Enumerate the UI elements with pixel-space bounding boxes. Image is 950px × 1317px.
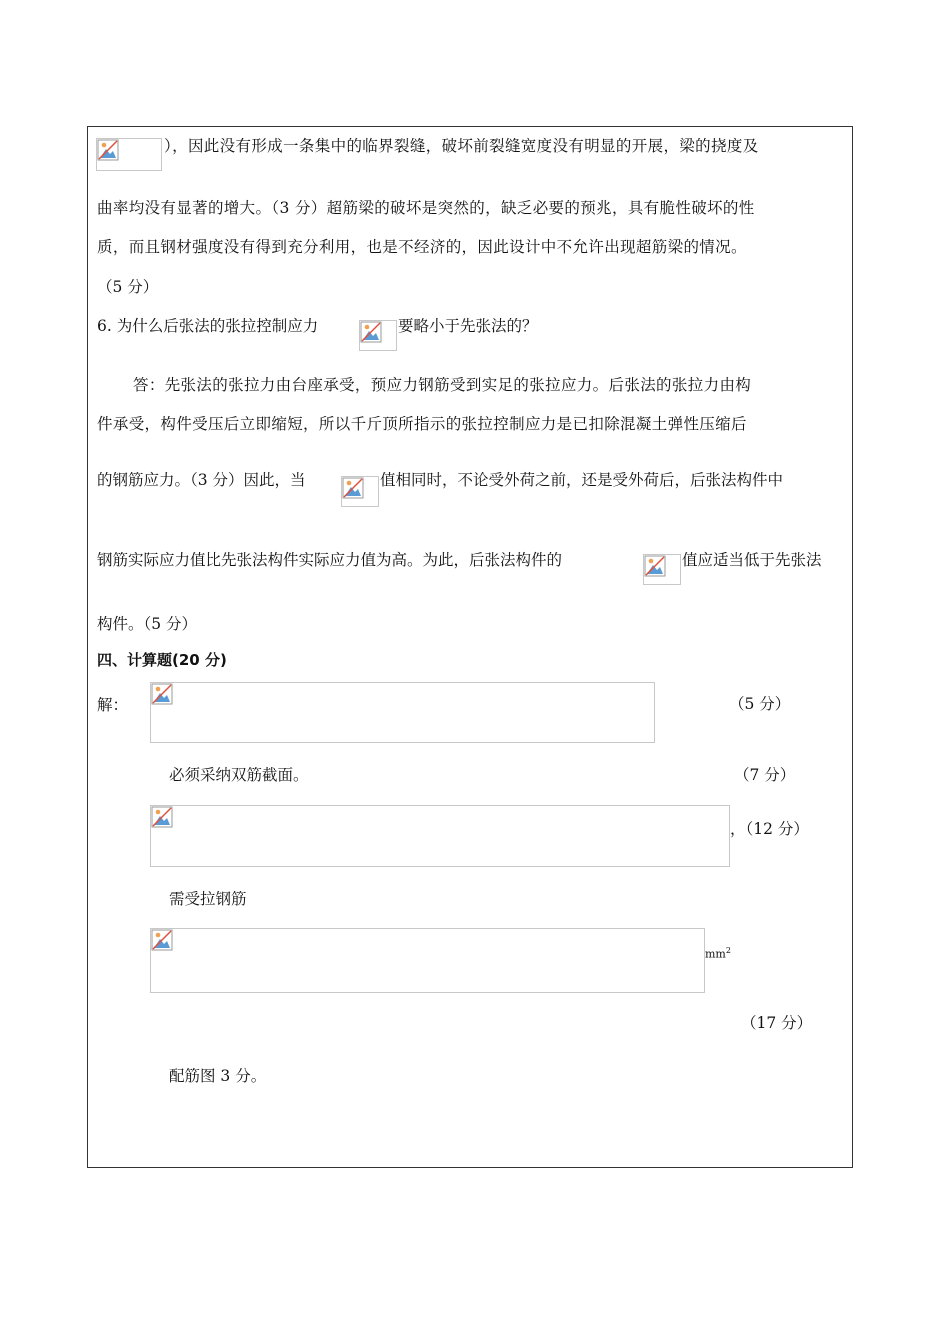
- tension-rebar-label: 需受拉钢筋: [169, 890, 247, 908]
- formula-image-3: [341, 476, 379, 507]
- formula-image-5: [150, 682, 655, 743]
- formula-image-6: [150, 805, 730, 867]
- score-17: （17 分）: [741, 1014, 813, 1032]
- formula-image-4: [643, 554, 681, 585]
- paragraph-line-2: 曲率均没有显著的增大。（3 分）超筋梁的破坏是突然的，缺乏必要的预兆，具有脆性破坏的性: [97, 199, 755, 217]
- score-12: ，（12 分）: [730, 820, 809, 838]
- answer-line-1: 答：先张法的张拉力由台座承受，预应力钢筋受到实足的张拉应力。后张法的张拉力由构: [133, 376, 752, 394]
- question-6-text: 6. 为什么后张法的张拉控制应力: [97, 317, 319, 335]
- unit-superscript: 2: [725, 946, 731, 955]
- section-heading: 四、计算题(20 分): [97, 651, 227, 669]
- broken-image-icon: [360, 321, 382, 343]
- question-6-text-end: 要略小于先张法的？: [398, 317, 538, 335]
- paragraph-line-1: ），因此没有形成一条集中的临界裂缝，破坏前裂缝宽度没有明显的开展，梁的挠度及: [164, 137, 759, 155]
- broken-image-icon: [97, 139, 119, 161]
- answer-frame: [87, 126, 853, 1168]
- formula-image-1: [96, 138, 162, 171]
- answer-line-4: 钢筋实际应力值比先张法构件实际应力值为高。为此，后张法构件的: [97, 551, 563, 569]
- score-5: （5 分）: [729, 695, 791, 713]
- unit-text: mm: [705, 947, 726, 961]
- unit-mm2: [705, 946, 731, 961]
- broken-image-icon: [342, 477, 364, 499]
- formula-image-7: [150, 928, 705, 993]
- solution-label: 解：: [97, 696, 129, 714]
- answer-line-5: 构件。（5 分）: [97, 615, 198, 633]
- paragraph-line-4: （5 分）: [97, 278, 159, 296]
- answer-line-3-end: 值相同时，不论受外荷之前，还是受外荷后，后张法构件中: [380, 471, 784, 489]
- answer-line-2: 件承受，构件受压后立即缩短，所以千斤顶所指示的张拉控制应力是已扣除混凝土弹性压缩后: [97, 415, 747, 433]
- answer-line-3: 的钢筋应力。（3 分）因此，当: [97, 471, 306, 489]
- broken-image-icon: [644, 555, 666, 577]
- paragraph-line-3: 质，而且钢材强度没有得到充分利用，也是不经济的，因此设计中不允许出现超筋梁的情况。: [97, 238, 747, 256]
- answer-line-4-end: 值应适当低于先张法: [682, 551, 822, 569]
- double-section-note: 必须采纳双筋截面。: [169, 766, 309, 784]
- score-7: （7 分）: [734, 766, 796, 784]
- broken-image-icon: [151, 683, 173, 705]
- broken-image-icon: [151, 806, 173, 828]
- broken-image-icon: [151, 929, 173, 951]
- formula-image-2: [359, 320, 397, 351]
- rebar-drawing-note: 配筋图 3 分。: [169, 1067, 267, 1085]
